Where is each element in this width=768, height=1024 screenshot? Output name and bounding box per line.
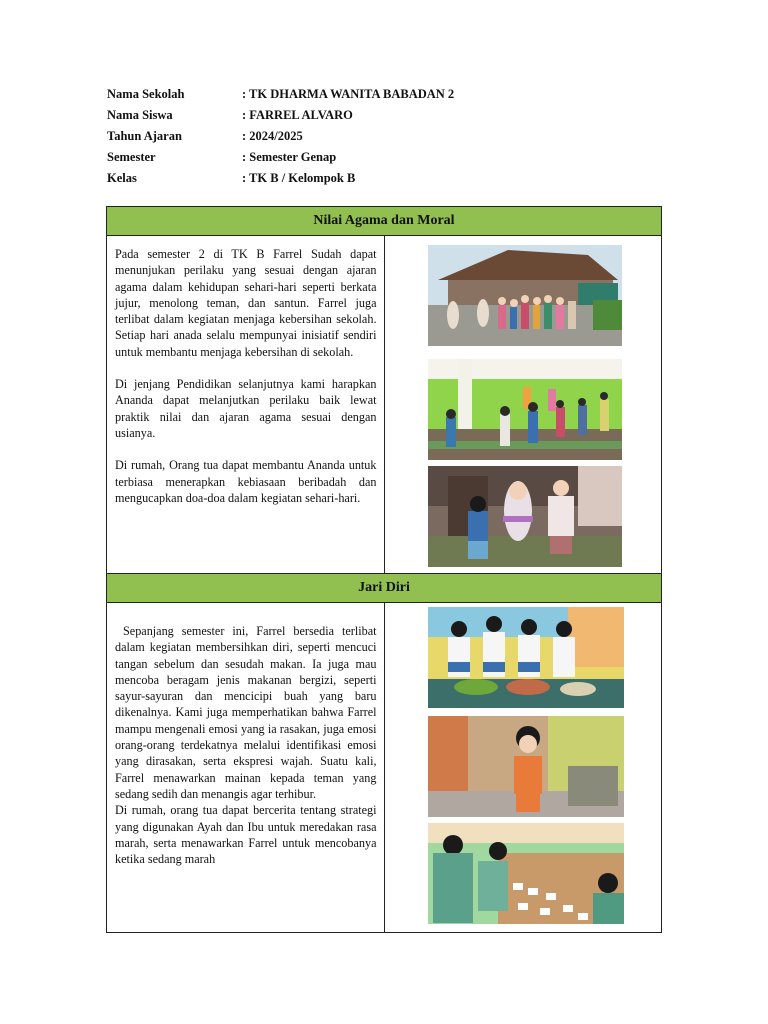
photo-card-game [428, 823, 624, 924]
paragraph: Di rumah, orang tua dapat bercerita tentang strategi yang digunakan Ayah dan Ibu untuk meredakan rasa marah, serta menawarkan Farrel untuk mencobanya ketika sedang marah [115, 803, 377, 867]
info-row-student [107, 105, 454, 126]
paragraph: Pada semester 2 di TK B Farrel Sudah dapat menunjukan perilaku yang sesuai dengan ajaran agama dalam kehidupan sehari-hari seperti berkata jujur, menolong teman, dan santun. Farrel juga terlibat dalam kegiatan menjaga kebersihan sekolah. Setiap hari anada selalu mempunyai inisiatif sendiri untuk membantu menjaga kebersihan di sekolah. [115, 247, 377, 359]
info-label: Nama Siswa [107, 108, 173, 122]
info-row-year [107, 126, 454, 147]
student-info [107, 84, 454, 189]
info-value: : TK B / Kelompok B [242, 171, 356, 185]
info-row-school [107, 84, 454, 105]
info-value: : Semester Genap [242, 150, 337, 164]
section-text-jari-diri [107, 603, 385, 933]
paragraph: Sepanjang semester ini, Farrel bersedia terlibat dalam kegiatan membersihkan diri, seperti mencuci tangan sebelum dan sesudah makan. Ia juga mau mencoba beragam jenis makanan bergizi, seperti sayur-sayuran dan mencicipi buah yang baru dikenalnya. Kami juga memperhatikan bahwa Farrel mampu mengenali emosi yang ia rasakan, juga emosi orang-orang terdekatnya melalui identifikasi emosi yang dirasakan, serta ekspresi wajah. Suatu kali, Farrel menawarkan mainan kepada teman yang sedang sedih dan menangis agar terhibur. [115, 624, 377, 801]
info-value: : TK DHARMA WANITA BABADAN 2 [242, 87, 455, 101]
section-text-nilai-agama [107, 236, 385, 574]
info-label: Semester [107, 150, 156, 164]
info-value: : 2024/2025 [242, 129, 303, 143]
info-label: Kelas [107, 171, 137, 185]
paragraph: Di rumah, Orang tua dapat membantu Ananda untuk terbiasa menerapkan kebiasaan beribadah dan mengucapkan doa-doa dalam kegiatan sehari-hari. [115, 458, 377, 505]
info-value: : FARREL ALVARO [242, 108, 353, 122]
photo-giving-gift [428, 466, 622, 567]
info-row-class [107, 168, 454, 189]
info-row-semester [107, 147, 454, 168]
info-label: Tahun Ajaran [107, 129, 182, 143]
paragraph: Di jenjang Pendidikan selanjutnya kami harapkan Ananda dapat melanjutkan perilaku baik lewat praktik nilai dan ajaran agama sesuai dengan usianya. [115, 377, 377, 440]
info-label: Nama Sekolah [107, 87, 185, 101]
section-title-nilai-agama: Nilai Agama dan Moral [107, 207, 662, 236]
photo-classroom-prayer [428, 359, 622, 460]
photo-boy-cleaning [428, 716, 624, 817]
section-title-jari-diri: Jari Diri [107, 574, 662, 603]
photo-school-group [428, 245, 622, 346]
photo-eating-together [428, 607, 624, 708]
